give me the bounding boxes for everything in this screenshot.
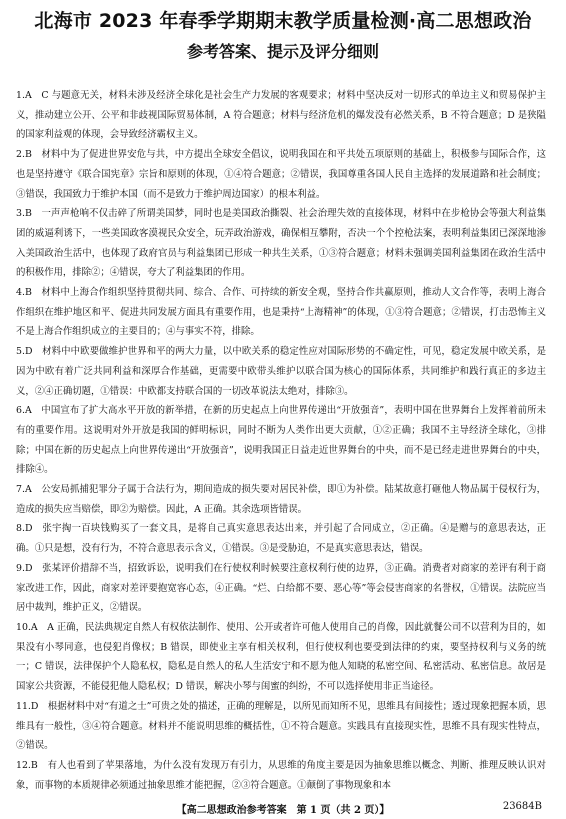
answer-item-7: 7.A 公安局抓捕犯罪分子属于合法行为，期间造成的损失要对居民补偿，即①为补偿。陆某故意打砸他人物品属于侵权行为，造成的损失应当赔偿，即②为赔偿。因此，A 正确。其余选项皆错误。 (16, 484, 546, 515)
footer-exam-code: 23684B (502, 801, 542, 812)
answer-item-9: 9.D 张某评价措辞不当，招致诉讼，说明我们在行使权利时候要注意权利行使的边界，③正确。消费者对商家的差评有利于商家改进工作，因此，商家对差评要抱宽容心态，④正确。“烂、白给都不要、恶心等”等会侵害商家的名誉权，①错误。法院应当居中裁判，维护正义，②错误。 (16, 562, 546, 614)
answer-item-5: 5.D 材料中中欧要做维护世界和平的两大力量，以中欧关系的稳定性应对国际形势的不确定性，可见，稳定发展中欧关系，是因为中欧有着广泛共同利益和深厚合作基础，更需要中欧带头维护以联合国为核心的国际体系，共同维护和践行真正的多边主义，②④正确切题，①错误：中欧都支持联合国的一切改革说法太绝对，排除③。 (16, 346, 546, 397)
answer-item-11: 11.D 根据材料中对“有道之士”可贵之处的描述，正确的理解是，以所见而知所不见，思维具有间接性；透过现象把握本质，思维具有一般性，③④符合题意。材料并不能说明思维的概括性，①不符合题意。实践具有直接现实性，思维不具有现实性特点，②错误。 (16, 700, 546, 752)
answer-item-2: 2.B 材料中为了促进世界安危与共，中方提出全球安全倡议，说明我国在和平共处五项原则的基础上，积极参与国际合作，这也是坚持遵守《联合国宪章》宗旨和原则的体现，①④符合题意；②错误，我国尊重各国人民自主选择的发展道路和社会制度；③错误，我国致力于维护本国（而不是致力于维护周边国家）的根本利益。 (16, 149, 546, 200)
footer-page-info: 【高二思想政治参考答案 第 1 页（共 2 页）】 (176, 805, 390, 816)
answer-item-8: 8.D 张宇掏一百块钱购买了一套文具，是将自己真实意思表达出来，并引起了合同成立，②正确。④是赠与的意思表达，正确。①只是想，没有行为，不符合意思表示含义，①错误。③是受胁迫，不是真实意思表达，错误。 (16, 523, 546, 555)
answer-item-10: 10.A A 正确，民法典规定自然人有权依法制作、使用、公开或者许可他人使用自己的肖像，因此就餐公司不以营利为目的，如果没有小琴同意，也侵犯肖像权；B 错误，即使业主享有相关权利，但行使权利也要受到法律的约束，要坚持权利与义务的统一；C 错误，法律保护个人隐私权，隐私是自然人的私人生活安宁和不愿为他人知晓的私密空间、私密活动、私密信息。故居是国家公共资源，不能侵犯他人隐私权；D 错误，解决小琴与闺蜜的纠纷，不可以选择使用非正当途径。 (16, 621, 546, 693)
answer-item-1: 1.A C 与题意无关，材料未涉及经济全球化是社会生产力发展的客观要求；材料中坚决反对一切形式的单边主义和贸易保护主义，推动建立公开、公平和非歧视国际贸易体制，A 符合题意；材料与经济危机的爆发没有必然关系，B 不符合题意；D 是狭隘的国家利益观的体现，会导致经济霸权主义。 (16, 90, 546, 141)
page-footer (0, 801, 566, 815)
page-subtitle: 参考答案、提示及评分细则 (186, 42, 379, 61)
page-title: 北海市 2023 年春季学期期末教学质量检测·高二思想政治 (34, 10, 532, 32)
answer-item-4: 4.B 材料中上海合作组织坚持贯彻共同、综合、合作、可持续的新安全观，坚持合作共赢原则，推动人文合作等，表明上海合作组织在维护地区和平、促进共同发展方面具有重要作用，也是秉持“上海精神”的体现，①③符合题意；②错误，打击恐怖主义不是上海合作组织成立的主要目的；④与事实不符，排除。 (16, 287, 546, 338)
answer-item-6: 6.A 中国宣布了扩大高水平开放的新举措，在新的历史起点上向世界传递出“开放强音”，表明中国在世界舞台上发挥着前所未有的重要作用。这说明对外开放是我国的鲜明标识，同时不断为人类作出更大贡献，①②正确；我国不主导经济全球化，③排除；中国在新的历史起点上向世界传递出“开放强音”，说明我国正日益走近世界舞台的中央，而不是已经走进世界舞台的中央，排除④。 (16, 405, 546, 476)
answer-list (16, 86, 546, 795)
answer-item-3: 3.B 一声声枪响不仅击碎了所谓美国梦，同时也是美国政治撕裂、社会治理失效的直接体现，材料中在步枪协会等强大利益集团的威逼利诱下，一些美国政客漠视民众安全，玩弄政治游戏，确保相互攀附，否决一个个控枪法案，表明利益集团已深深地渗入美国政治生活中，也体现了政府官员与利益集团已形成一种共生关系，①③符合题意；材料未强调美国利益集团在政治生活中的积极作用，排除②；④错误，夸大了利益集团的作用。 (16, 208, 546, 279)
answer-item-12: 12.B 有人也看到了苹果落地，为什么没有发现万有引力，从思维的角度主要是因为抽象思维以概念、判断、推理反映认识对象，而事物的本质规律必须通过抽象思维才能把握，②③符合题意。①颠倒了事物现象和本 (16, 759, 546, 791)
